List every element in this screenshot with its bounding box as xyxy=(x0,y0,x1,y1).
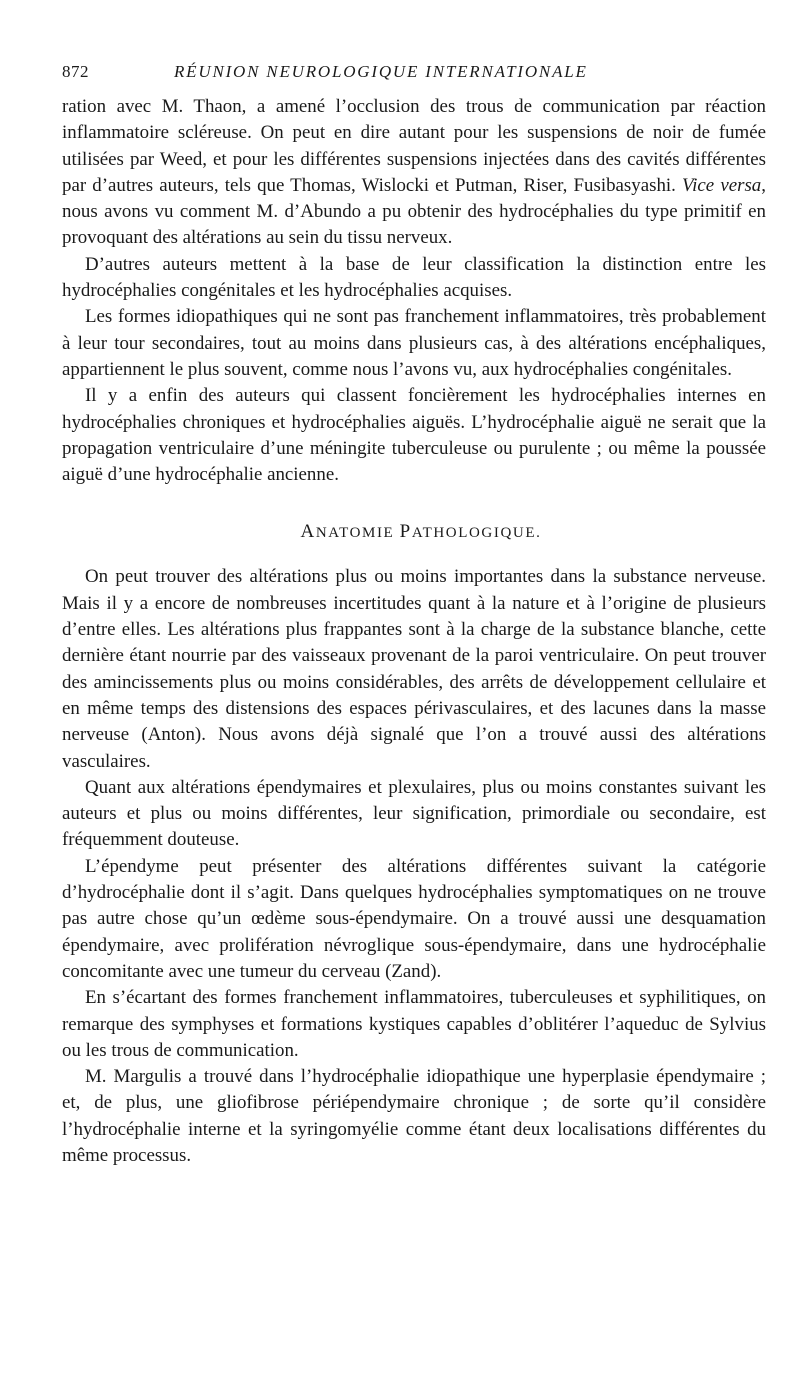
paragraph-symphyses: En s’écartant des formes franchement inflammatoires, tuberculeuses et syphilitiques, on remarque des symphyses et formations kystiques capables d’oblitérer l’aqueduc de Sylvius ou les trous de communication. xyxy=(62,987,766,1061)
paragraph-acute-chronic: Il y a enfin des auteurs qui classent foncièrement les hydrocéphalies internes en hydrocéphalies chroniques et hydrocéphalies aiguës. L’hydrocéphalie aiguë ne serait que la propagation ventriculaire d’une méningite tuberculeuse ou purulente ; ou même la poussée aiguë d’une hydrocéphalie ancienne. xyxy=(62,385,766,486)
section-heading-word: NATOMIE xyxy=(315,525,395,542)
latin-phrase: Vice versa xyxy=(682,174,762,196)
paragraph-idiopathic: Les formes idiopathiques qui ne sont pas franchement inflammatoires, très probablement à leur tour secondaires, tout au moins dans plusieurs cas, à des altérations encéphaliques, appartiennent le plus souvent, comme nous l’avons vu, aux hydrocéphalies congénitales. xyxy=(62,306,766,380)
paragraph-nervous-substance: On peut trouver des altérations plus ou moins importantes dans la substance nerveuse. Mais il y a encore de nombreuses incertitudes quant à la nature et à l’origine de plusieurs d’entre elles. Les altérations plus frappantes sont à la charge de la substance blanche, cette dernière étant nourrie par des vaisseaux provenant de la paroi ventriculaire. On peut trouver des amincissements plus ou moins considérables, des arrêts de développement cellulaire et en même temps des distensions des espaces périvasculaires, et des lacunes dans la masse nerveuse (Anton). Nous avons déjà signalé que l’on a trouvé aussi des altérations vasculaires. xyxy=(62,566,766,772)
document-page xyxy=(62,62,766,1169)
section-heading-initial: P xyxy=(399,521,412,543)
paragraph-classification: D’autres auteurs mettent à la base de leur classification la distinction entre les hydrocéphalies congénitales et les hydrocéphalies acquises. xyxy=(62,253,766,302)
page-number: 872 xyxy=(62,62,89,81)
section-heading-initial: A xyxy=(300,521,316,543)
paragraph-text: ration avec M. Thaon, a amené l’occlusion des trous de communication par réaction inflammatoire scléreuse. On peut en dire autant pour les suspensions de noir de fumée utilisées par Weed, et pour les différentes suspensions injectées dans des cavités différentes par d’autres auteurs, tels que Thomas, Wislocki et Putman, Riser, Fusibasyashi. xyxy=(62,96,766,196)
paragraph-ependymal-plexus: Quant aux altérations épendymaires et plexulaires, plus ou moins constantes suivant les auteurs et plus ou moins différentes, leur signification, primordiale ou secondaire, est fréquemment douteuse. xyxy=(62,776,766,851)
paragraph-margulis: M. Margulis a trouvé dans l’hydrocéphalie idiopathique une hyperplasie épendymaire ; et, de plus, une gliofibrose périépendymaire chronique ; de sorte qu’il considère l’hydrocéphalie interne et la syringomyélie comme étant deux localisations différentes du même processus. xyxy=(62,1066,766,1166)
section-heading-word: ATHOLOGIQUE. xyxy=(411,525,542,542)
running-title: RÉUNION NEUROLOGIQUE INTERNATIONALE xyxy=(174,62,588,81)
section-heading xyxy=(62,521,766,543)
paragraph-text: , nous avons vu comment M. d’Abundo a pu obtenir des hydrocéphalies du type primitif en provoquant des altérations au sein du tissu nerveux. xyxy=(62,174,766,249)
paragraph-ependyma: L’épendyme peut présenter des altérations différentes suivant la catégorie d’hydrocéphalie dont il s’agit. Dans quelques hydrocéphalies symptomatiques on ne trouve pas autre chose qu’un œdème sous-épendymaire. On a trouvé aussi une desquamation épendymaire, avec prolifération névroglique sous-épendymaire, dans une hydrocéphalie concomitante avec une tumeur du cerveau (Zand). xyxy=(62,855,766,982)
page-header xyxy=(62,62,766,94)
paragraph-continuation xyxy=(62,94,766,252)
